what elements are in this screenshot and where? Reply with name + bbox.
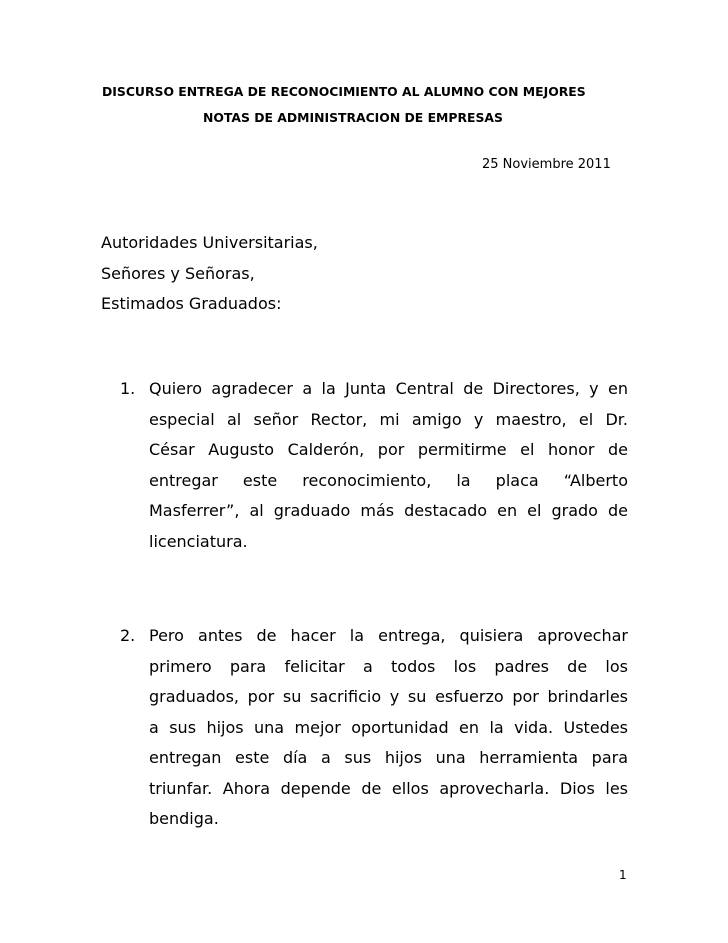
numbered-paragraph-1 <box>120 374 628 557</box>
paragraph-line: Quiero agradecer a la Junta Central de Directores, y en <box>149 379 628 398</box>
paragraph-line: Masferrer”, al graduado más destacado en el grado de <box>149 501 628 520</box>
paragraph-number: 1. <box>120 379 136 398</box>
document-date: 25 Noviembre 2011 <box>482 157 611 172</box>
greeting-line: Señores y Señoras, <box>101 263 255 283</box>
page-number: 1 <box>619 868 627 882</box>
paragraph-line: Pero antes de hacer la entrega, quisiera aprovechar <box>149 626 628 645</box>
paragraph-line: licenciatura. <box>149 531 248 551</box>
paragraph-line: entregan este día a sus hijos una herramienta para <box>149 748 628 767</box>
paragraph-line: bendiga. <box>149 809 219 828</box>
document-title-line-1: DISCURSO ENTREGA DE RECONOCIMIENTO AL ALUMNO CON MEJORES <box>102 84 586 99</box>
paragraph-line: a sus hijos una mejor oportunidad en la vida. Ustedes <box>149 717 628 737</box>
paragraph-line: graduados, por su sacrificio y su esfuerzo por brindarles <box>149 687 628 706</box>
paragraph-line: especial al señor Rector, mi amigo y maestro, el Dr. <box>149 409 628 429</box>
paragraph-line: entregar este reconocimiento, la placa “Alberto <box>149 470 628 490</box>
paragraph-number: 2. <box>120 626 136 645</box>
greeting-line: Estimados Graduados: <box>101 294 282 313</box>
paragraph-line: César Augusto Calderón, por permitirme el honor de <box>149 440 628 459</box>
greeting-line: Autoridades Universitarias, <box>101 233 318 252</box>
paragraph-line: triunfar. Ahora depende de ellos aprovecharla. Dios les <box>149 778 628 798</box>
paragraph-line: primero para felicitar a todos los padres de los <box>149 656 628 676</box>
numbered-paragraph-2 <box>120 621 628 835</box>
greetings-block <box>101 228 318 320</box>
document-title-line-2: NOTAS DE ADMINISTRACION DE EMPRESAS <box>203 110 503 125</box>
